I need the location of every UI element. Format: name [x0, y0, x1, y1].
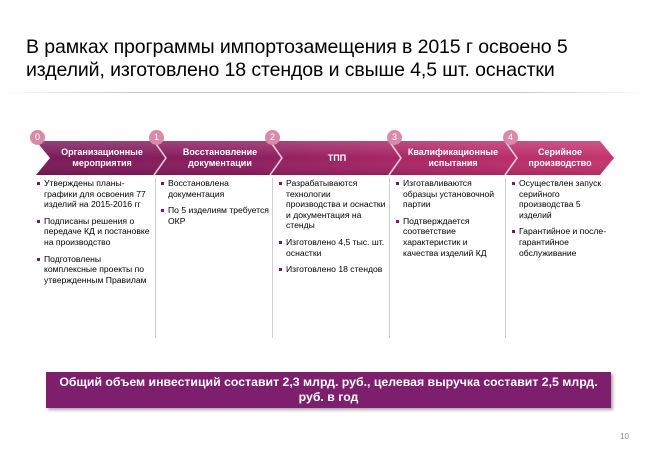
list-item: Восстановлена документация: [160, 178, 270, 199]
investment-summary-text: Общий объем инвестиций составит 2,3 млрд. руб., целевая выручка составит 2,5 млрд. руб. в год: [59, 375, 598, 404]
phase-label-organizational: Организационные мероприятия: [61, 147, 143, 168]
list-item: По 5 изделиям требуется ОКР: [160, 205, 270, 226]
list-item: Изготовлено 18 стендов: [278, 264, 386, 275]
list-item: Изготавливаются образцы установочной партии: [395, 178, 503, 210]
list-item: Разрабатываются технологии производства и оснастки и документация на стенды: [278, 178, 386, 231]
list-item: Подготовлены комплексные проекты по утвержденным Правилам: [36, 254, 154, 286]
list-item: Подтверждается соответствие характеристик и качества изделий КД: [395, 216, 503, 258]
phase-label-documentation: Восстановление документации: [182, 147, 258, 168]
phase-4-results-list: [511, 178, 611, 264]
phase-number-badge-2: 2: [265, 130, 280, 145]
phase-label-serial: Серийное производство: [528, 147, 592, 168]
list-item: Подписаны решения о передаче КД и постановке на производство: [36, 216, 154, 248]
column-separator-1: [155, 178, 156, 338]
phase-number-badge-4: 4: [503, 130, 518, 145]
investment-summary-box: [46, 372, 611, 408]
list-item: Изготовлено 4,5 тыс. шт. оснастки: [278, 237, 386, 258]
phase-number-badge-1: 1: [149, 130, 164, 145]
phase-3-results-list: [395, 178, 503, 264]
page-number: 10: [620, 432, 629, 441]
phase-1-results-list: [160, 178, 270, 232]
column-separator-3: [389, 178, 390, 338]
column-separator-2: [272, 178, 273, 338]
phase-0-results-list: [36, 178, 154, 291]
list-item: Утверждены планы-графики для освоения 77 изделий на 2015-2016 гг: [36, 178, 154, 210]
phase-label-tpp: ТПП: [327, 152, 347, 163]
phase-label-qualification: Квалификационные испытания: [407, 147, 499, 168]
phase-number-badge-0: 0: [30, 130, 45, 145]
list-item: Осуществлен запуск серийного производства 5 изделий: [511, 178, 611, 220]
phase-number-badge-3: 3: [387, 130, 402, 145]
column-separator-4: [505, 178, 506, 338]
phase-2-results-list: [278, 178, 386, 281]
list-item: Гарантийное и после-гарантийное обслуживание: [511, 226, 611, 258]
slide-title: В рамках программы импортозамещения в 2015 г освоено 5 изделий, изготовлено 18 стендов и свыше 4,5 шт. оснастки: [26, 36, 568, 81]
